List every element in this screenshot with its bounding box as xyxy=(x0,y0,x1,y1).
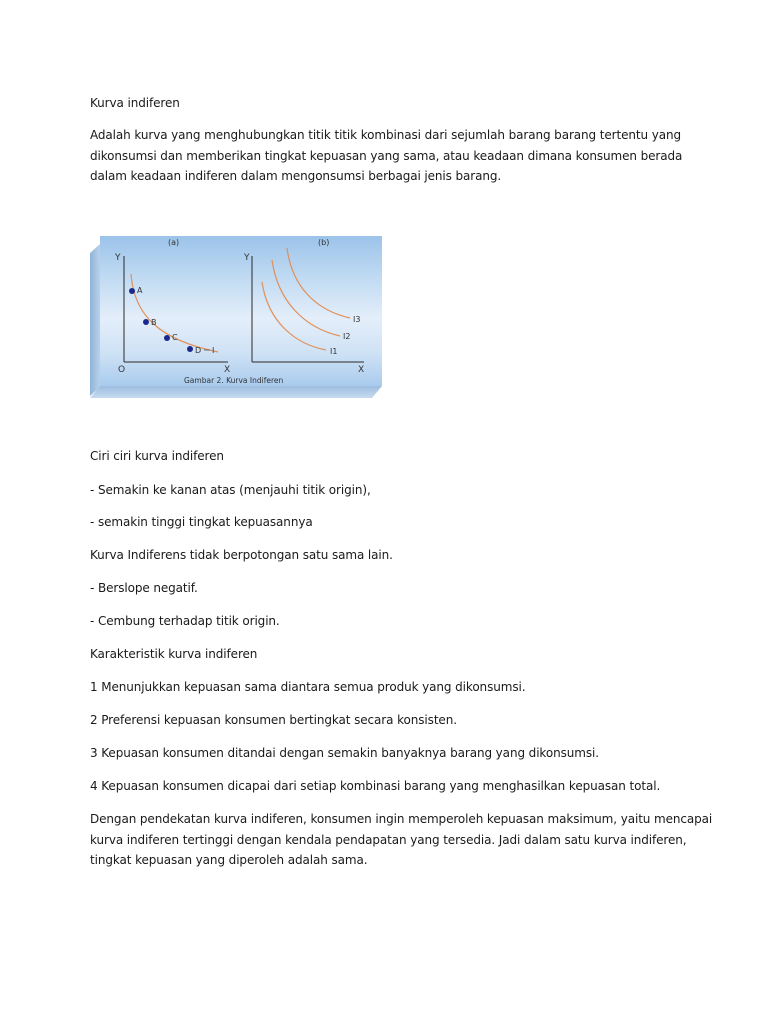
karakteristik-item: 1 Menunjukkan kepuasan sama diantara semua produk yang dikonsumsi. xyxy=(90,680,526,694)
curve-i3 xyxy=(287,248,350,318)
closing-line: Dengan pendekatan kurva indiferen, konsumen ingin memperoleh kepuasan maksimum, yaitu mencapai xyxy=(90,812,713,826)
panel-a-origin-label: O xyxy=(118,365,126,375)
karakteristik-item: 4 Kepuasan konsumen dicapai dari setiap kombinasi barang yang menghasilkan kepuasan total. xyxy=(90,779,661,793)
ciri-item: Kurva Indiferens tidak berpotongan satu sama lain. xyxy=(90,548,393,562)
curve-i2 xyxy=(272,260,340,336)
curve-i1 xyxy=(262,282,326,350)
point-d xyxy=(187,346,193,352)
karakteristik-item: 3 Kepuasan konsumen ditandai dengan semakin banyaknya barang yang dikonsumsi. xyxy=(90,746,599,760)
ciri-item: - Berslope negatif. xyxy=(90,581,198,595)
ciri-heading: Ciri ciri kurva indiferen xyxy=(90,449,224,463)
curve-i2-label: I2 xyxy=(343,332,351,341)
figure-bevel-side xyxy=(90,244,100,396)
point-c-label: C xyxy=(172,333,178,342)
definition-line: Adalah kurva yang menghubungkan titik titik kombinasi dari sejumlah barang barang tertentu yang xyxy=(90,128,681,142)
indifference-curve-figure xyxy=(90,234,386,398)
closing-line: kurva indiferen tertinggi dengan kendala pendapatan yang tersedia. Jadi dalam satu kurva indiferen, xyxy=(90,832,687,847)
closing-paragraph xyxy=(90,809,712,871)
ciri-item: - Cembung terhadap titik origin. xyxy=(90,614,280,628)
doc-title: Kurva indiferen xyxy=(90,96,180,110)
ciri-item: - semakin tinggi tingkat kepuasannya xyxy=(90,515,313,529)
point-d-label: D xyxy=(195,346,202,355)
definition-line: dalam keadaan indiferen dalam mengonsumsi berbagai jenis barang. xyxy=(90,169,502,183)
karakteristik-item: 2 Preferensi kepuasan konsumen bertingkat secara konsisten. xyxy=(90,713,457,727)
figure-caption: Gambar 2. Kurva Indiferen xyxy=(184,376,284,385)
karakteristik-heading: Karakteristik kurva indiferen xyxy=(90,647,258,661)
panel-b-x-label: X xyxy=(358,365,365,375)
point-b-label: B xyxy=(151,318,157,327)
panel-b-label: (b) xyxy=(318,238,330,247)
panel-a-x-label: X xyxy=(224,365,231,375)
point-c xyxy=(164,335,170,341)
closing-line: tingkat kepuasan yang diperoleh adalah sama. xyxy=(90,853,368,867)
curve-a-label: I xyxy=(212,346,215,355)
curve-i3-label: I3 xyxy=(353,315,361,324)
point-b xyxy=(143,319,149,325)
point-a xyxy=(129,288,135,294)
figure-graphic xyxy=(100,236,382,386)
ciri-item: - Semakin ke kanan atas (menjauhi titik origin), xyxy=(90,483,371,497)
curve-i1-label: I1 xyxy=(330,347,338,356)
definition-paragraph xyxy=(90,125,682,187)
figure-bevel-bottom xyxy=(90,386,382,398)
definition-line: dikonsumsi dan memberikan tingkat kepuasan yang sama, atau keadaan dimana konsumen berada xyxy=(90,148,683,163)
point-a-label: A xyxy=(137,286,143,295)
panel-a-label: (a) xyxy=(168,238,180,247)
panel-b-y-label: Y xyxy=(244,253,250,263)
panel-a-y-label: Y xyxy=(115,253,121,263)
